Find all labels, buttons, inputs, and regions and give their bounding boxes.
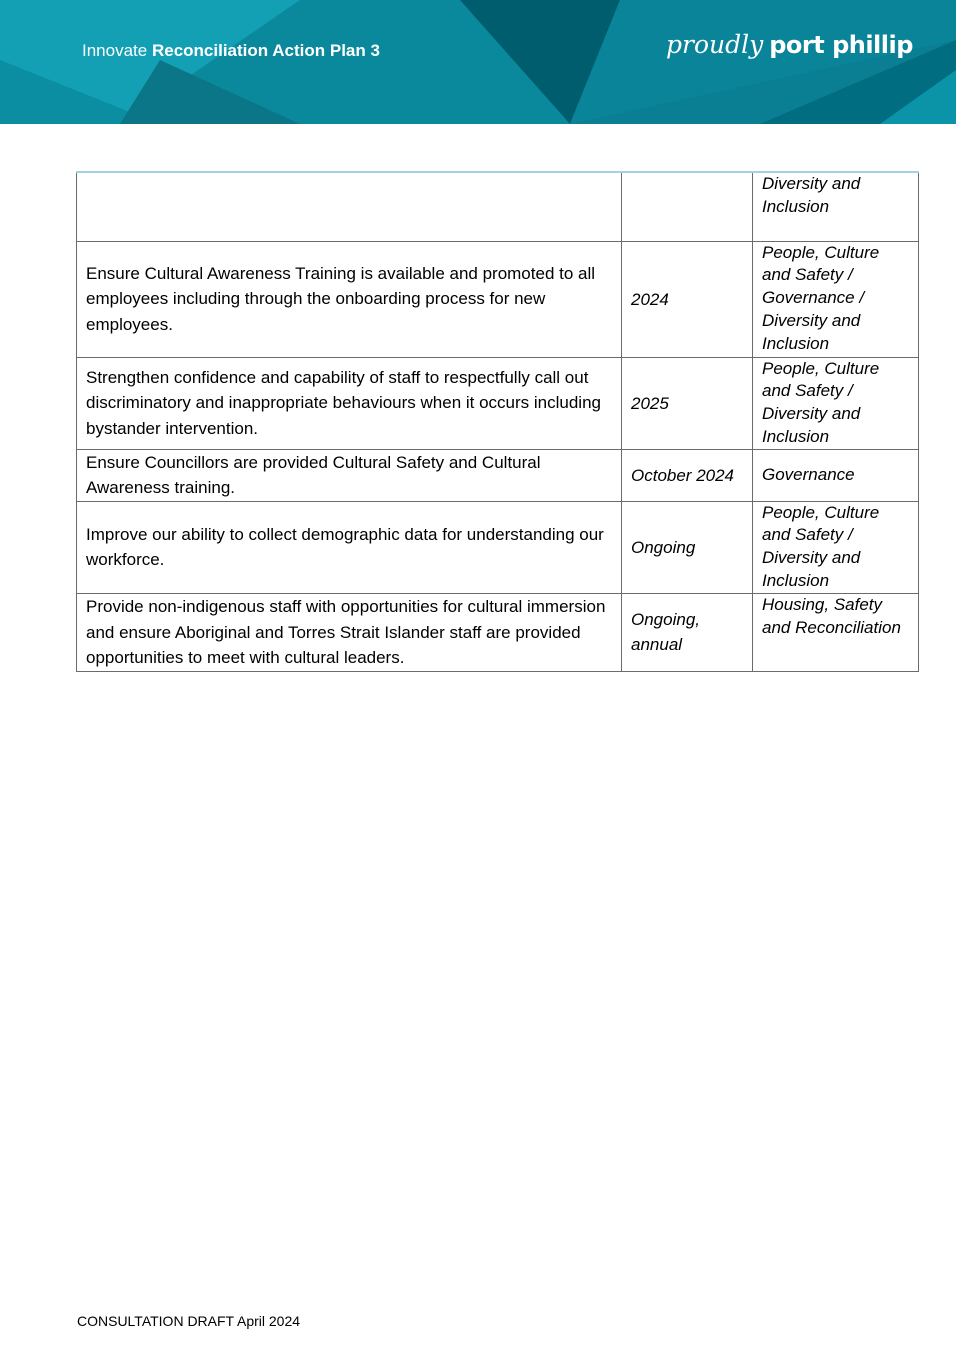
action-plan-table xyxy=(76,171,919,672)
logo-script-text: proudly xyxy=(666,30,764,59)
action-cell xyxy=(77,172,622,241)
action-cell: Improve our ability to collect demographic data for understanding our workforce. xyxy=(77,501,622,593)
footer-text: CONSULTATION DRAFT April 2024 xyxy=(77,1313,301,1329)
action-cell: Strengthen confidence and capability of staff to respectfully call out discriminatory and inappropriate behaviours when it occurs including bystander intervention. xyxy=(77,357,622,449)
document-title xyxy=(82,41,380,61)
responsibility-cell: People, Culture and Safety / Diversity and Inclusion xyxy=(753,501,919,593)
title-prefix: Innovate xyxy=(82,41,148,60)
table-row xyxy=(77,593,919,671)
responsibility-cell: Housing, Safety and Reconciliation xyxy=(753,593,919,671)
council-logo xyxy=(666,30,913,59)
action-cell: Provide non-indigenous staff with opportunities for cultural immersion and ensure Aboriginal and Torres Strait Islander staff are provided opportunities to meet with cultural leaders. xyxy=(77,593,622,671)
timeline-cell: Ongoing, annual xyxy=(622,593,753,671)
table-row xyxy=(77,449,919,501)
header-banner xyxy=(0,0,956,124)
responsibility-cell: People, Culture and Safety / Governance / Diversity and Inclusion xyxy=(753,241,919,357)
timeline-cell: 2025 xyxy=(622,357,753,449)
action-cell: Ensure Cultural Awareness Training is available and promoted to all employees including through the onboarding process for new employees. xyxy=(77,241,622,357)
table-row xyxy=(77,501,919,593)
action-cell: Ensure Councillors are provided Cultural Safety and Cultural Awareness training. xyxy=(77,449,622,501)
title-main: Reconciliation Action Plan 3 xyxy=(151,41,380,60)
banner-background xyxy=(0,0,956,124)
timeline-cell: 2024 xyxy=(622,241,753,357)
responsibility-cell: Governance xyxy=(753,449,919,501)
timeline-cell: Ongoing xyxy=(622,501,753,593)
timeline-cell: October 2024 xyxy=(622,449,753,501)
responsibility-cell: Diversity and Inclusion xyxy=(753,172,919,241)
responsibility-cell: People, Culture and Safety / Diversity and Inclusion xyxy=(753,357,919,449)
table-row xyxy=(77,241,919,357)
timeline-cell xyxy=(622,172,753,241)
logo-wordmark: port phillip xyxy=(769,31,913,59)
table-row xyxy=(77,357,919,449)
table-row xyxy=(77,172,919,241)
